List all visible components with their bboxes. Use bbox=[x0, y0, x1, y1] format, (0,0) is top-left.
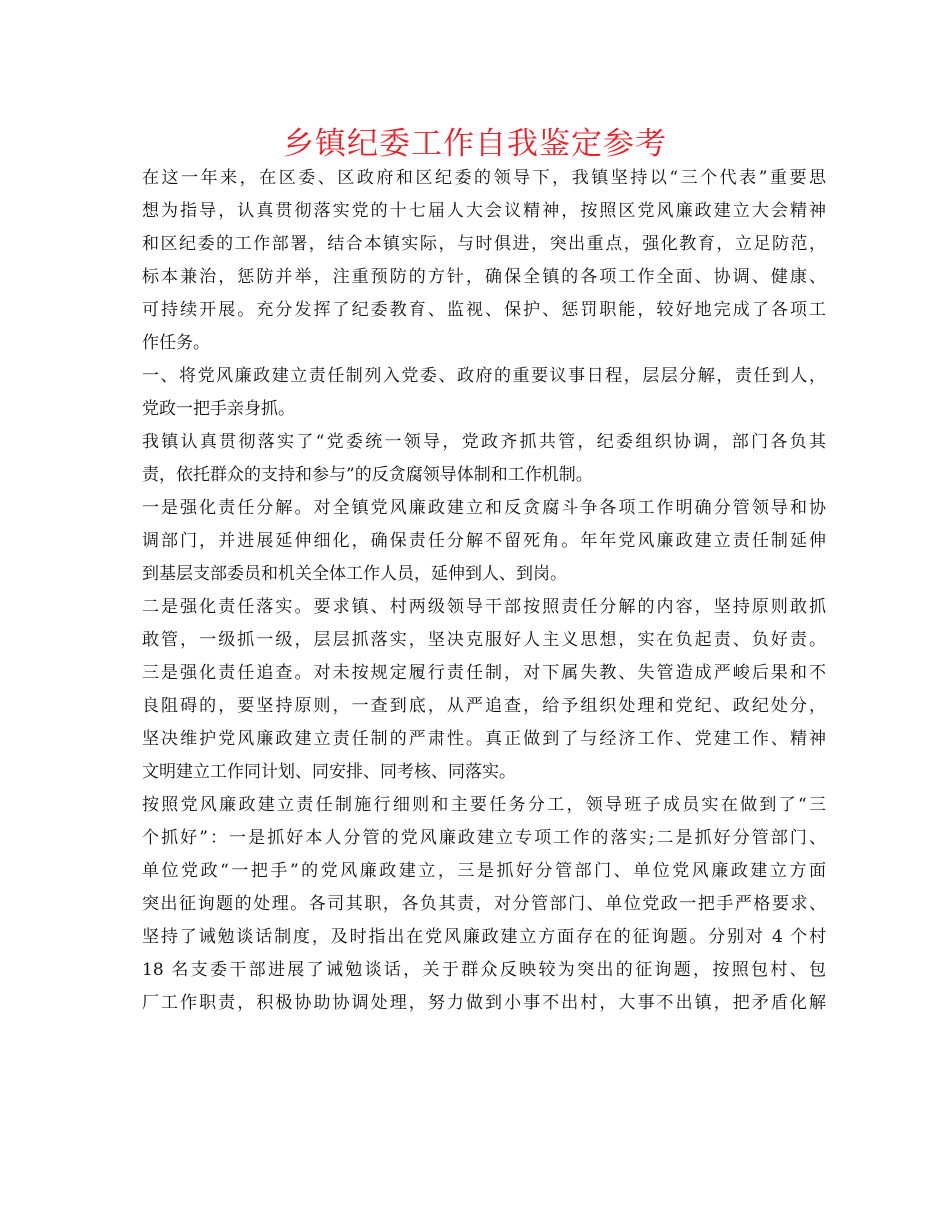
paragraph-line: 单位党政“一把手”的党风廉政建立，三是抓好分管部门、单位党风廉政建立方面 bbox=[142, 861, 826, 881]
section-heading-line: 党政一把手亲身抓。 bbox=[142, 399, 295, 419]
paragraph-line: 责，依托群众的支持和参与”的反贪腐领导体制和工作机制。 bbox=[142, 465, 593, 485]
paragraph-line: 作任务。 bbox=[142, 333, 210, 353]
paragraph-line: 到基层支部委员和机关全体工作人员，延伸到人、到岗。 bbox=[142, 564, 567, 584]
paragraph-line: 标本兼治，惩防并举，注重预防的方针，确保全镇的各项工作全面、协调、健康、 bbox=[142, 267, 826, 287]
paragraph-line: 坚持了诫勉谈话制度，及时指出在党风廉政建立方面存在的征询题。分别对 4 个村 bbox=[142, 927, 826, 947]
document-title: 乡镇纪委工作自我鉴定参考 bbox=[283, 126, 667, 162]
paragraph-line: 想为指导，认真贯彻落实党的十七届人大会议精神，按照区党风廉政建立大会精神 bbox=[142, 201, 826, 221]
paragraph-line: 和区纪委的工作部署，结合本镇实际，与时俱进，突出重点，强化教育，立足防范， bbox=[142, 234, 826, 254]
paragraph-line: 二是强化责任落实。要求镇、村两级领导干部按照责任分解的内容，坚持原则敢抓 bbox=[142, 597, 826, 617]
section-heading-line: 一、将党风廉政建立责任制列入党委、政府的重要议事日程，层层分解，责任到人， bbox=[142, 366, 826, 386]
paragraph-line: 文明建立工作同计划、同安排、同考核、同落实。 bbox=[142, 762, 516, 782]
paragraph-line: 突出征询题的处理。各司其职，各负其责，对分管部门、单位党政一把手严格要求、 bbox=[142, 894, 826, 914]
paragraph-line: 坚决维护党风廉政建立责任制的严肃性。真正做到了与经济工作、党建工作、精神 bbox=[142, 729, 826, 749]
paragraph-line: 一是强化责任分解。对全镇党风廉政建立和反贪腐斗争各项工作明确分管领导和协 bbox=[142, 498, 826, 518]
paragraph-line: 良阻碍的，要坚持原则，一查到底，从严追查，给予组织处理和党纪、政纪处分， bbox=[142, 696, 826, 716]
paragraph-line: 18 名支委干部进展了诫勉谈话，关于群众反映较为突出的征询题，按照包村、包 bbox=[142, 960, 826, 980]
paragraph-line: 按照党风廉政建立责任制施行细则和主要任务分工，领导班子成员实在做到了“三 bbox=[142, 795, 826, 815]
paragraph-line: 可持续开展。充分发挥了纪委教育、监视、保护、惩罚职能，较好地完成了各项工 bbox=[142, 300, 826, 320]
paragraph-line: 调部门，并进展延伸细化，确保责任分解不留死角。年年党风廉政建立责任制延伸 bbox=[142, 531, 826, 551]
paragraph-line: 三是强化责任追查。对未按规定履行责任制，对下属失教、失管造成严峻后果和不 bbox=[142, 663, 826, 683]
document-body bbox=[142, 162, 826, 1020]
paragraph-line: 在这一年来，在区委、区政府和区纪委的领导下，我镇坚持以“三个代表”重要思 bbox=[142, 168, 826, 188]
paragraph-line: 个抓好”：一是抓好本人分管的党风廉政建立专项工作的落实;二是抓好分管部门、 bbox=[142, 828, 826, 848]
paragraph-line: 我镇认真贯彻落实了“党委统一领导，党政齐抓共管，纪委组织协调，部门各负其 bbox=[142, 432, 826, 452]
paragraph-line: 厂工作职责，积极协助协调处理，努力做到小事不出村，大事不出镇，把矛盾化解 bbox=[142, 993, 826, 1013]
paragraph-line: 敢管，一级抓一级，层层抓落实，坚决克服好人主义思想，实在负起责、负好责。 bbox=[142, 630, 826, 650]
